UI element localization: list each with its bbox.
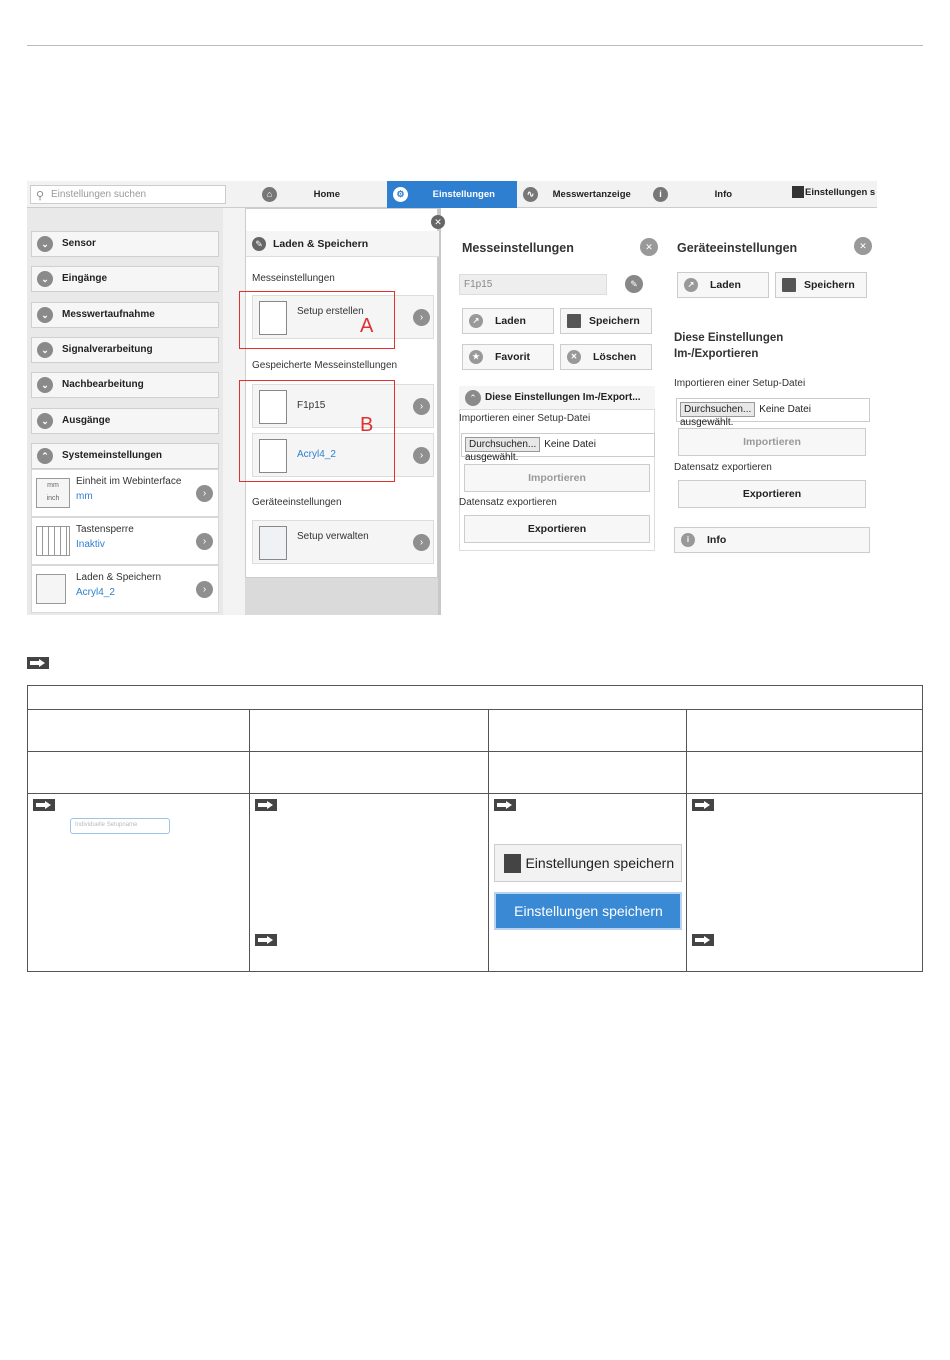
nav-info-label: Info bbox=[714, 189, 733, 200]
top-nav-bar bbox=[27, 181, 877, 208]
geraet-impexp-title-line2: Im-/Exportieren bbox=[674, 348, 759, 360]
category-label: Signalverarbeitung bbox=[62, 344, 153, 355]
button-label: Laden bbox=[495, 315, 526, 327]
close-icon[interactable]: ✕ bbox=[640, 238, 658, 256]
file-input[interactable] bbox=[676, 398, 870, 428]
save-icon bbox=[792, 186, 804, 198]
setup-manage-item[interactable] bbox=[252, 520, 434, 564]
file-label: Setup erstellen bbox=[297, 306, 364, 317]
arrow-right-icon bbox=[692, 934, 714, 946]
save-settings-button-grey bbox=[494, 844, 682, 882]
import-button[interactable] bbox=[464, 464, 650, 492]
subitem-title: Laden & Speichern bbox=[76, 572, 162, 583]
subitem-tastensperre[interactable] bbox=[31, 517, 219, 565]
save-icon bbox=[504, 854, 521, 873]
subitem-value: mm bbox=[76, 491, 93, 502]
button-label: Laden bbox=[710, 279, 741, 291]
import-label: Importieren einer Setup-Datei bbox=[674, 378, 806, 389]
chevron-down-icon: ⌄ bbox=[37, 413, 53, 429]
subitem-title: Einheit im Webinterface bbox=[76, 476, 182, 487]
table-header-row bbox=[28, 686, 923, 710]
geraet-impexp-title-line1: Diese Einstellungen bbox=[674, 332, 784, 344]
document-icon bbox=[36, 574, 66, 604]
subitem-title: Tastensperre bbox=[76, 524, 134, 535]
button-label: Exportieren bbox=[527, 523, 587, 535]
save-icon bbox=[567, 314, 581, 328]
geraet-panel bbox=[672, 221, 877, 601]
table-cell bbox=[249, 752, 489, 794]
unit-icon bbox=[36, 478, 70, 508]
chevron-down-icon: ⌄ bbox=[37, 342, 53, 358]
category-label: Sensor bbox=[62, 238, 96, 249]
impexp-title: Diese Einstellungen Im-/Export... bbox=[485, 392, 641, 403]
category-label: Eingänge bbox=[62, 273, 108, 284]
search-input[interactable] bbox=[30, 185, 226, 204]
setup-name-value: F1p15 bbox=[464, 279, 493, 290]
star-icon: ★ bbox=[469, 350, 483, 364]
nav-einstellungen-label: Einstellungen bbox=[432, 189, 495, 200]
category-label: Ausgänge bbox=[62, 415, 111, 426]
gear-icon: ⚙ bbox=[393, 187, 408, 202]
table-cell bbox=[28, 794, 250, 972]
save-settings-button-blue bbox=[494, 892, 682, 930]
category-sensor[interactable] bbox=[31, 231, 219, 257]
arrow-right-icon bbox=[494, 799, 516, 811]
section-messeinstellungen: Messeinstellungen bbox=[252, 273, 335, 284]
subitem-value: Inaktiv bbox=[76, 539, 105, 550]
arrow-right-icon bbox=[692, 799, 714, 811]
table-cell bbox=[28, 710, 250, 752]
delete-icon: ✕ bbox=[567, 350, 581, 364]
info-row[interactable] bbox=[674, 527, 870, 553]
section-geraet: Geräteeinstellungen bbox=[252, 497, 342, 508]
table-cell bbox=[28, 752, 250, 794]
import-label: Importieren einer Setup-Datei bbox=[459, 413, 591, 424]
table-cell bbox=[489, 752, 687, 794]
export-label: Datensatz exportieren bbox=[674, 462, 772, 473]
wave-icon: ∿ bbox=[523, 187, 538, 202]
load-icon: ↗ bbox=[469, 314, 483, 328]
button-label: Speichern bbox=[804, 279, 855, 291]
geraet-laden-button[interactable] bbox=[677, 272, 769, 298]
info-icon: i bbox=[681, 533, 695, 547]
setup-name-mini-input bbox=[70, 818, 170, 834]
chevron-right-icon[interactable]: › bbox=[196, 533, 213, 550]
section-saved: Gespeicherte Messeinstellungen bbox=[252, 360, 398, 371]
chevron-right-icon[interactable]: › bbox=[413, 447, 430, 464]
button-label: Importieren bbox=[743, 436, 801, 448]
arrow-right-icon bbox=[27, 657, 49, 669]
loeschen-button[interactable] bbox=[560, 344, 652, 370]
arrow-right-icon bbox=[255, 799, 277, 811]
button-label: Löschen bbox=[593, 351, 637, 363]
button-label: Einstellungen speichern bbox=[514, 903, 663, 919]
chevron-down-icon: ⌄ bbox=[37, 307, 53, 323]
nav-messwertanzeige[interactable] bbox=[519, 181, 647, 208]
nav-save-label: Einstellungen s bbox=[805, 187, 876, 198]
category-label: Systemeinstellungen bbox=[62, 450, 163, 461]
subitem-laden-speichern[interactable] bbox=[31, 565, 219, 613]
load-icon: ↗ bbox=[684, 278, 698, 292]
search-icon: ⚲ bbox=[36, 190, 45, 202]
category-signalverarbeitung[interactable] bbox=[31, 337, 219, 363]
laden-speichern-card bbox=[245, 208, 438, 578]
mess-panel bbox=[457, 221, 657, 601]
nav-messwertanzeige-label: Messwertanzeige bbox=[552, 189, 631, 200]
button-label: Importieren bbox=[528, 472, 586, 484]
table-cell bbox=[687, 710, 923, 752]
unit-mm-text: mm bbox=[47, 482, 59, 489]
category-ausgaenge[interactable] bbox=[31, 408, 219, 434]
category-panel bbox=[27, 208, 223, 615]
chevron-right-icon[interactable]: › bbox=[413, 309, 430, 326]
ui-screenshot bbox=[27, 181, 877, 615]
keypad-lock-icon bbox=[36, 526, 70, 556]
laden-button[interactable] bbox=[462, 308, 554, 334]
arrow-right-icon bbox=[255, 934, 277, 946]
category-nachbearbeitung[interactable] bbox=[31, 372, 219, 398]
favorit-button[interactable] bbox=[462, 344, 554, 370]
category-label: Messwertaufnahme bbox=[62, 309, 155, 320]
marker-a: A bbox=[360, 315, 374, 337]
geraet-export-button[interactable] bbox=[678, 480, 866, 508]
subitem-value: Acryl4_2 bbox=[76, 587, 115, 598]
chevron-right-icon[interactable]: › bbox=[413, 398, 430, 415]
info-icon: i bbox=[653, 187, 668, 202]
table-cell bbox=[489, 794, 687, 972]
button-label: Favorit bbox=[495, 351, 531, 363]
table-cell bbox=[489, 710, 687, 752]
setup-name-input[interactable] bbox=[459, 274, 607, 295]
chevron-down-icon: ⌄ bbox=[37, 377, 53, 393]
close-icon[interactable]: ✕ bbox=[854, 237, 872, 255]
table-cell bbox=[687, 752, 923, 794]
panel-title: Laden & Speichern bbox=[273, 238, 369, 250]
nav-einstellungen[interactable] bbox=[387, 181, 517, 208]
file-label: F1p15 bbox=[297, 400, 326, 411]
export-label: Datensatz exportieren bbox=[459, 497, 557, 508]
table-cell bbox=[249, 710, 489, 752]
top-rule bbox=[27, 45, 923, 46]
file-label: Acryl4_2 bbox=[297, 449, 336, 460]
chevron-down-icon: ⌄ bbox=[37, 236, 53, 252]
table-cell bbox=[249, 794, 489, 972]
no-file-text: Keine Datei ausgewählt. bbox=[465, 439, 596, 463]
category-label: Nachbearbeitung bbox=[62, 379, 144, 390]
mini-input-placeholder: Individuelle Setupname bbox=[75, 822, 138, 828]
file-label: Setup verwalten bbox=[297, 531, 369, 542]
close-icon[interactable]: ✕ bbox=[431, 215, 445, 229]
chevron-down-icon: ⌄ bbox=[37, 271, 53, 287]
browse-button[interactable]: Durchsuchen... bbox=[680, 402, 755, 417]
panel-header bbox=[246, 231, 439, 257]
unit-inch-text: inch bbox=[46, 495, 60, 502]
file-input[interactable] bbox=[461, 433, 655, 463]
mess-title: Messeinstellungen bbox=[462, 241, 574, 255]
chevron-up-icon: ⌃ bbox=[465, 390, 481, 406]
save-icon bbox=[782, 278, 796, 292]
geraet-title: Geräteeinstellungen bbox=[677, 241, 798, 255]
impexp-header[interactable] bbox=[459, 386, 655, 410]
nav-home[interactable] bbox=[259, 181, 385, 208]
home-icon: ⌂ bbox=[262, 187, 277, 202]
button-label: Einstellungen speichern bbox=[525, 855, 675, 871]
category-eingaenge[interactable] bbox=[31, 266, 219, 292]
pencil-icon[interactable]: ✎ bbox=[625, 275, 643, 293]
button-label: Info bbox=[707, 534, 727, 546]
chevron-up-icon: ⌃ bbox=[37, 448, 53, 464]
laden-speichern-panel bbox=[245, 208, 441, 615]
no-file-text: Keine Datei ausgewählt. bbox=[680, 404, 811, 428]
description-table bbox=[27, 685, 923, 972]
chevron-right-icon[interactable]: › bbox=[413, 534, 430, 551]
arrow-right-icon bbox=[33, 799, 55, 811]
nav-home-label: Home bbox=[313, 189, 341, 200]
nav-info[interactable] bbox=[649, 181, 787, 208]
category-messwertaufnahme[interactable] bbox=[31, 302, 219, 328]
chevron-right-icon[interactable]: › bbox=[196, 581, 213, 598]
button-label: Exportieren bbox=[742, 488, 802, 500]
export-button[interactable] bbox=[464, 515, 650, 543]
geraet-import-button[interactable] bbox=[678, 428, 866, 456]
subitem-einheit[interactable] bbox=[31, 469, 219, 517]
search-placeholder: Einstellungen suchen bbox=[51, 189, 147, 200]
nav-save-settings[interactable] bbox=[789, 181, 877, 208]
chevron-right-icon[interactable]: › bbox=[196, 485, 213, 502]
pencil-icon: ✎ bbox=[252, 237, 266, 251]
marker-b: B bbox=[360, 414, 374, 436]
geraet-speichern-button[interactable] bbox=[775, 272, 867, 298]
category-systemeinstellungen[interactable] bbox=[31, 443, 219, 469]
table-cell bbox=[687, 794, 923, 972]
speichern-button[interactable] bbox=[560, 308, 652, 334]
button-label: Speichern bbox=[589, 315, 640, 327]
device-settings-icon bbox=[259, 526, 287, 560]
browse-button[interactable]: Durchsuchen... bbox=[465, 437, 540, 452]
